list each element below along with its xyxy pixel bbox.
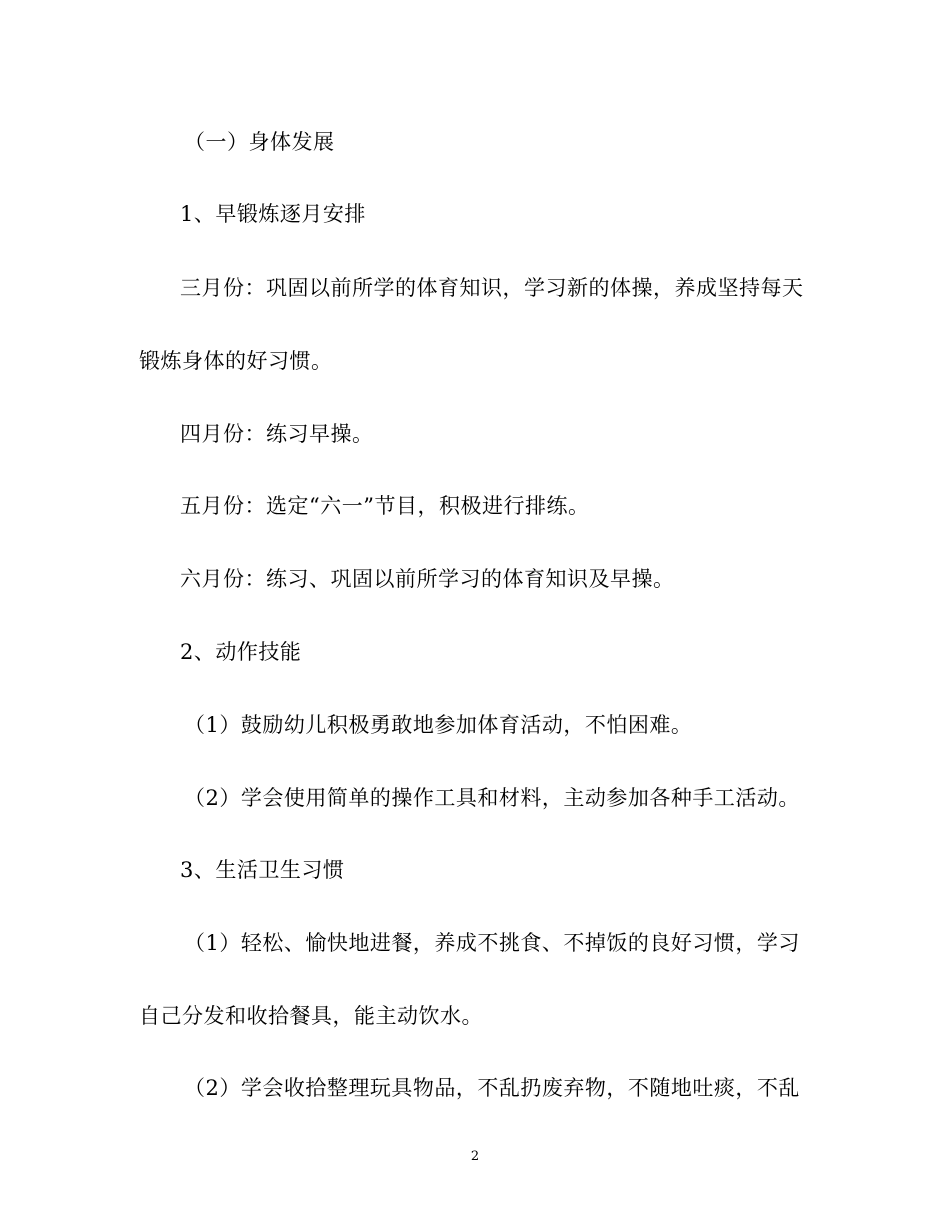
paragraph-line: （2）学会使用简单的操作工具和材料，主动参加各种手工活动。: [184, 786, 800, 810]
paragraph-line: （2）学会收拾整理玩具物品，不乱扔废弃物，不随地吐痰，不乱: [184, 1076, 800, 1100]
paragraph-line: （1）鼓励幼儿积极勇敢地参加体育活动，不怕困难。: [184, 713, 693, 737]
paragraph-line: 三月份：巩固以前所学的体育知识，学习新的体操，养成坚持每天: [180, 276, 804, 300]
paragraph-line: 六月份：练习、巩固以前所学习的体育知识及早操。: [180, 567, 675, 591]
subheading: 1、早锻炼逐月安排: [180, 202, 366, 226]
paragraph-line: 五月份：选定“六一”节目，积极进行排练。: [180, 494, 590, 518]
paragraph-line: 四月份：练习早操。: [180, 422, 374, 446]
section-heading: （一）身体发展: [184, 130, 335, 154]
paragraph-line: 自己分发和收拾餐具，能主动饮水。: [139, 1004, 483, 1028]
paragraph-line: 锻炼身体的好习惯。: [139, 349, 333, 373]
subheading: 2、动作技能: [180, 640, 302, 664]
page-number: 2: [470, 1149, 480, 1164]
subheading: 3、生活卫生习惯: [180, 858, 345, 882]
paragraph-line: （1）轻松、愉快地进餐，养成不挑食、不掉饭的良好习惯，学习: [184, 931, 800, 955]
